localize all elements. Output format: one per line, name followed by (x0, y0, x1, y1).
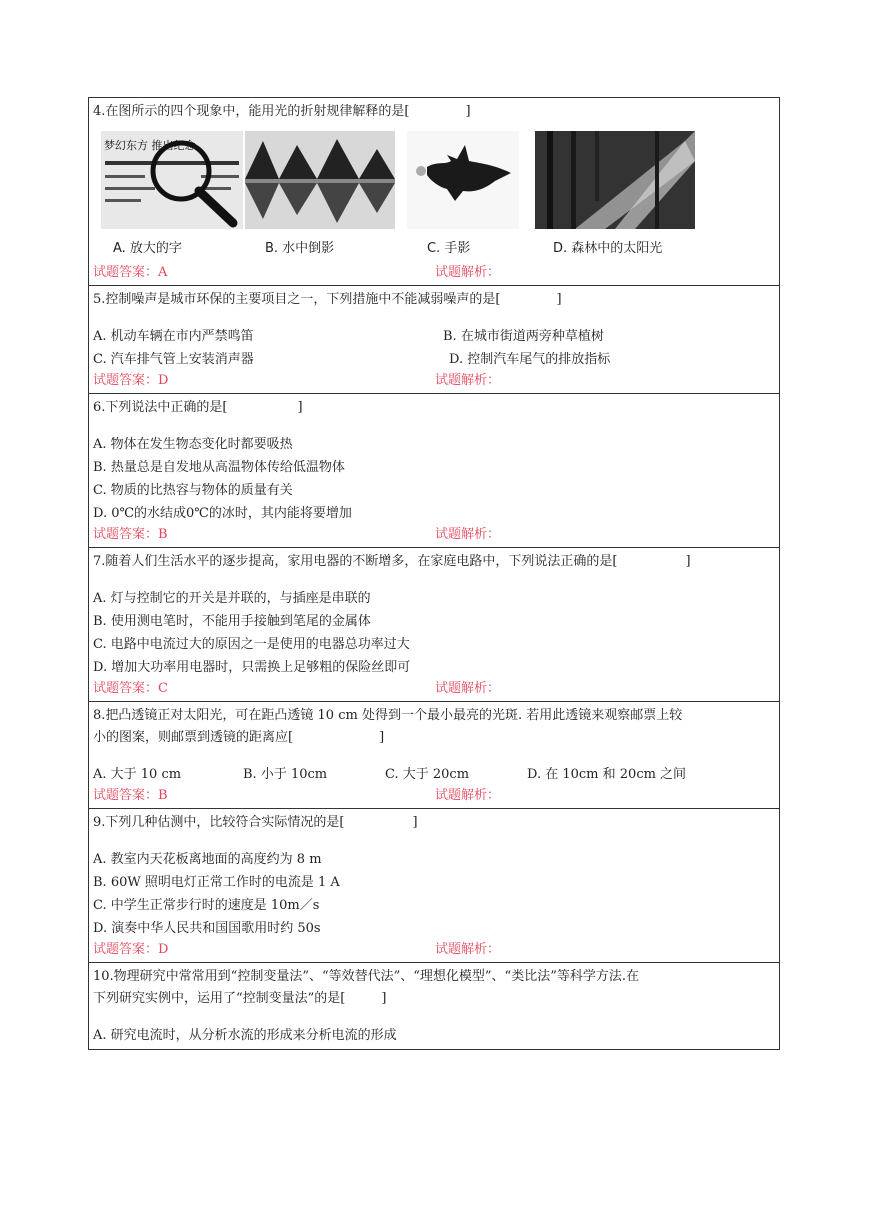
caption-c: C. 手影 (427, 241, 471, 256)
question-stem: 7.随着人们生活水平的逐步提高，家用电器的不断增多，在家庭电路中，下列说法正确的是[ ] (93, 554, 691, 569)
option-a: A. 灯与控制它的开关是并联的，与插座是串联的 (93, 591, 371, 606)
answer-row (93, 371, 775, 393)
answer-label: 试题答案：A (93, 265, 168, 280)
option-d: D. 0℃的水结成0℃的冰时，其内能将要增加 (93, 506, 352, 521)
option-d: D. 控制汽车尾气的排放指标 (449, 352, 611, 367)
question-stem: 10.物理研究中常常用到“控制变量法”、“等效替代法”、“理想化模型”、“类比法”等科学方法.在 下列研究实例中，运用了“控制变量法”的是[ ] (93, 969, 639, 1006)
question-sheet (88, 97, 780, 1050)
answer-row (93, 940, 775, 962)
answer-label: 试题答案：C (93, 681, 168, 696)
option-b: B. 60W 照明电灯正常工作时的电流是 1 A (93, 875, 340, 890)
option-a: A. 大于 10 cm (93, 767, 182, 782)
question-stem: 6.下列说法中正确的是[ ] (93, 400, 303, 415)
option-d: D. 演奏中华人民共和国国歌用时约 50s (93, 921, 321, 936)
answer-row (93, 786, 775, 808)
answer-label: 试题答案：D (93, 942, 169, 957)
option-d: D. 增加大功率用电器时，只需换上足够粗的保险丝即可 (93, 660, 411, 675)
analysis-label: 试题解析： (435, 681, 501, 696)
question-stem: 4.在图所示的四个现象中，能用光的折射规律解释的是[ ] (93, 104, 471, 119)
water-reflection-image (245, 131, 395, 229)
question-9 (88, 809, 780, 963)
phenomena-figure (93, 123, 775, 263)
caption-b: B. 水中倒影 (265, 241, 335, 256)
answer-label: 试题答案：B (93, 788, 168, 803)
option-b: B. 热量总是自发地从高温物体传给低温物体 (93, 460, 345, 475)
signboard-text: 梦幻东方 推出纪念 (104, 139, 196, 152)
question-10 (88, 963, 780, 1050)
answer-label: 试题答案：D (93, 373, 169, 388)
option-c: C. 电路中电流过大的原因之一是使用的电器总功率过大 (93, 637, 410, 652)
analysis-label: 试题解析： (435, 788, 501, 803)
analysis-label: 试题解析： (435, 265, 501, 280)
option-a: A. 研究电流时，从分析水流的形成来分析电流的形成 (93, 1028, 397, 1043)
analysis-label: 试题解析： (435, 942, 501, 957)
question-7 (88, 548, 780, 702)
answer-row (93, 263, 775, 285)
hand-shadow-image (407, 131, 519, 229)
option-d: D. 在 10cm 和 20cm 之间 (527, 767, 687, 782)
question-stem: 8.把凸透镜正对太阳光，可在距凸透镜 10 cm 处得到一个最小最亮的光斑. 若用此透镜来观察邮票上较 小的图案，则邮票到透镜的距离应[ ] (93, 708, 683, 745)
option-row (93, 763, 775, 786)
option-row (93, 325, 775, 348)
option-b: B. 使用测电笔时，不能用手接触到笔尾的金属体 (93, 614, 371, 629)
analysis-label: 试题解析： (435, 373, 501, 388)
option-a: A. 机动车辆在市内严禁鸣笛 (93, 329, 254, 344)
question-6 (88, 394, 780, 548)
question-4 (88, 97, 780, 286)
question-8 (88, 702, 780, 809)
option-c: C. 中学生正常步行时的速度是 10m／s (93, 898, 320, 913)
forest-sunlight-image (535, 131, 695, 229)
option-b: B. 在城市街道两旁种草植树 (443, 329, 604, 344)
answer-row (93, 679, 775, 701)
question-stem: 9.下列几种估测中，比较符合实际情况的是[ ] (93, 815, 418, 830)
option-c: C. 汽车排气管上安装消声器 (93, 352, 254, 367)
magnifier-image (101, 131, 243, 229)
option-c: C. 大于 20cm (385, 767, 470, 782)
question-5 (88, 286, 780, 394)
option-a: A. 物体在发生物态变化时都要吸热 (93, 437, 293, 452)
answer-label: 试题答案：B (93, 527, 168, 542)
answer-row (93, 525, 775, 547)
caption-a: A. 放大的字 (113, 241, 182, 256)
option-a: A. 教室内天花板离地面的高度约为 8 m (93, 852, 322, 867)
option-row (93, 348, 775, 371)
question-stem: 5.控制噪声是城市环保的主要项目之一，下列措施中不能减弱噪声的是[ ] (93, 292, 562, 307)
option-b: B. 小于 10cm (243, 767, 328, 782)
analysis-label: 试题解析： (435, 527, 501, 542)
caption-d: D. 森林中的太阳光 (553, 241, 663, 256)
option-c: C. 物质的比热容与物体的质量有关 (93, 483, 293, 498)
